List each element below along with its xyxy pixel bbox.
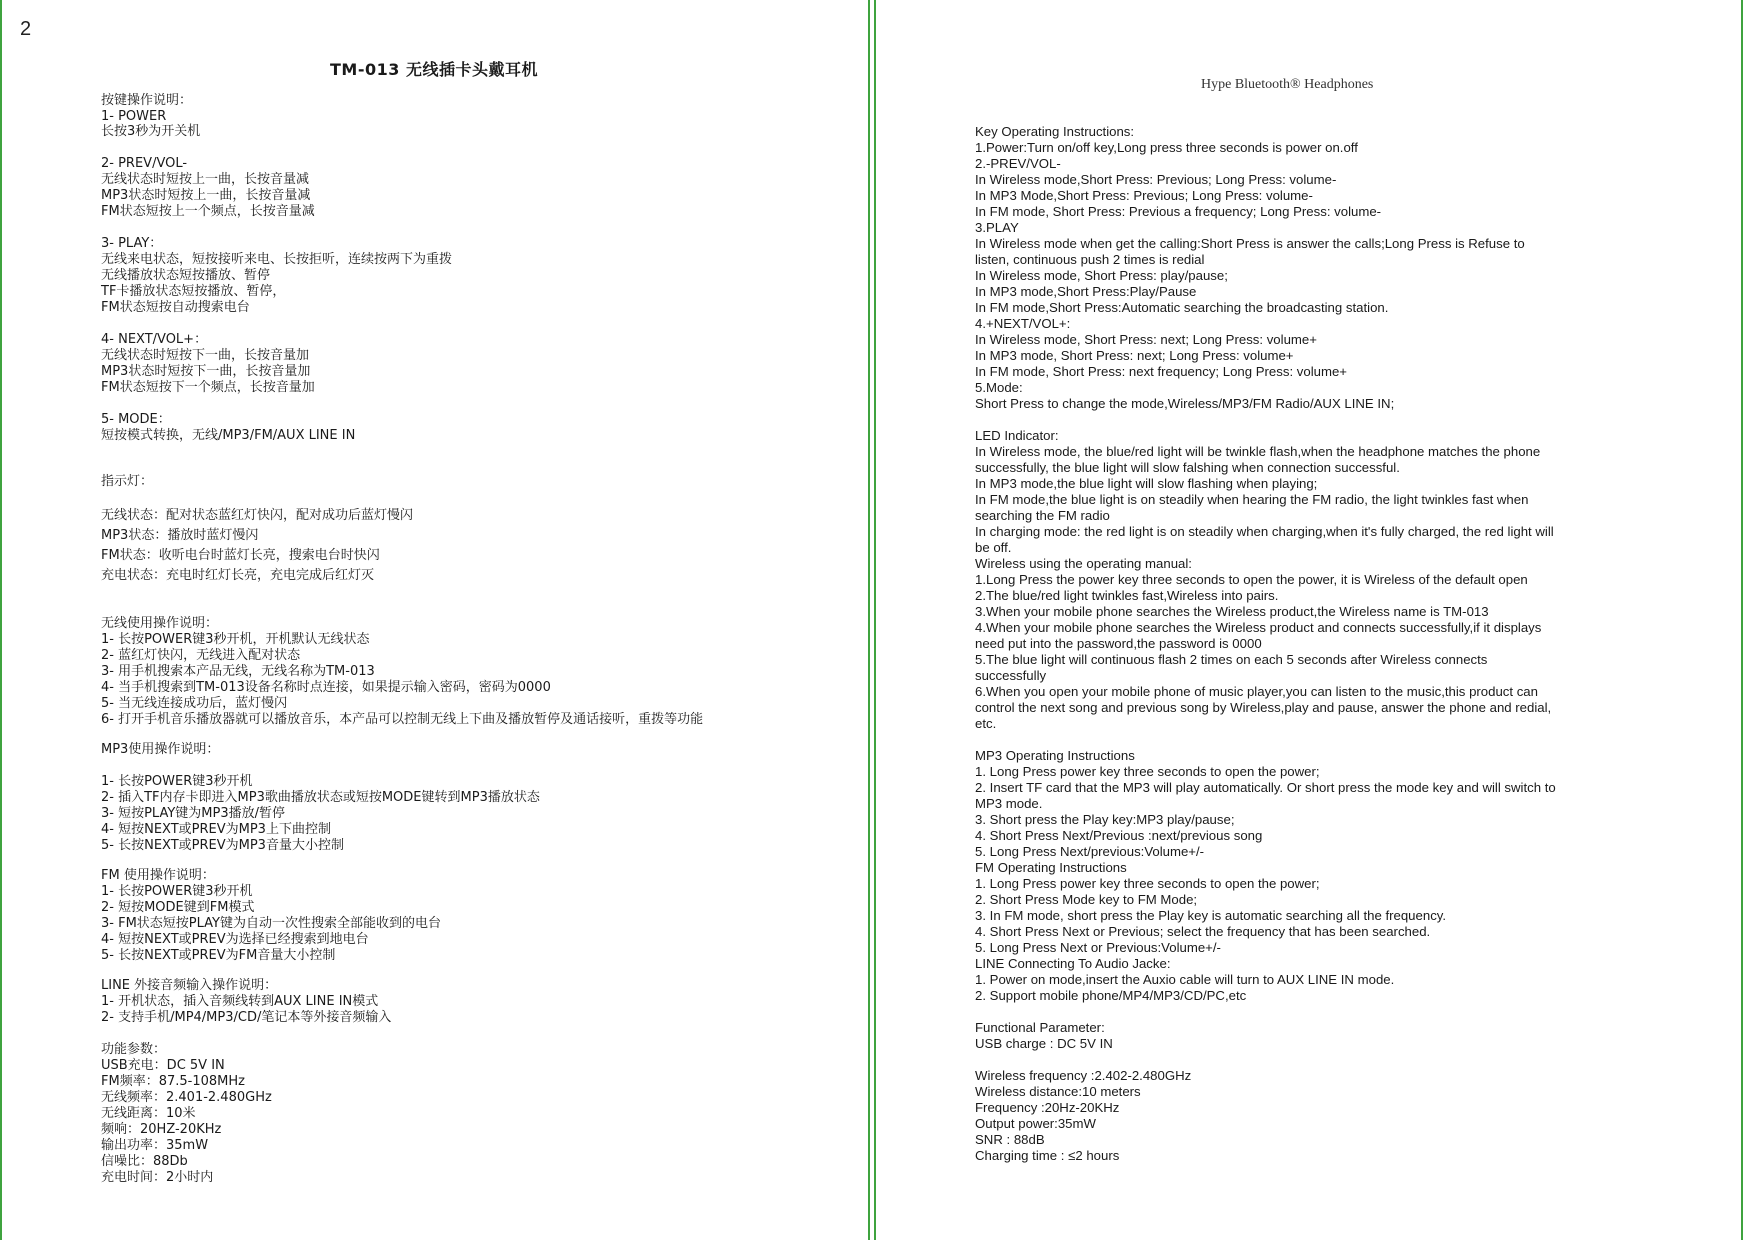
- english-text-line: In Wireless mode when get the calling:Short Press is answer the calls;Long Press is Refuse to: [975, 236, 1525, 251]
- english-text-line: In MP3 Mode,Short Press: Previous; Long Press: volume-: [975, 188, 1313, 203]
- english-text-line: Functional Parameter:: [975, 1020, 1105, 1035]
- chinese-text-line: USB充电：DC 5V IN: [101, 1058, 225, 1073]
- chinese-text-line: FM频率：87.5-108MHz: [101, 1074, 245, 1089]
- english-text-line: MP3 mode.: [975, 796, 1043, 811]
- english-text-line: 3. Short press the Play key:MP3 play/pause;: [975, 812, 1235, 827]
- english-text-line: listen, continuous push 2 times is redial: [975, 252, 1205, 267]
- english-text-line: 4.+NEXT/VOL+:: [975, 316, 1071, 331]
- chinese-manual-title: TM-013 无线插卡头戴耳机: [330, 60, 538, 79]
- chinese-text-line: 无线来电状态，短按接听来电、长按拒听，连续按两下为重拨: [101, 252, 453, 267]
- chinese-text-line: 无线状态时短按下一曲，长按音量加: [101, 348, 310, 363]
- english-text-line: 5. Long Press Next/previous:Volume+/-: [975, 844, 1205, 859]
- chinese-text-line: 短按模式转换，无线/MP3/FM/AUX LINE IN: [101, 428, 356, 443]
- chinese-text-line: 6- 打开手机音乐播放器就可以播放音乐，本产品可以控制无线上下曲及播放暂停及通话接听，重拨等功能: [101, 712, 704, 727]
- english-text-line: LED Indicator:: [975, 428, 1059, 443]
- chinese-text-line: 充电时间：2小时内: [101, 1170, 214, 1185]
- english-text-line: Short Press to change the mode,Wireless/MP3/FM Radio/AUX LINE IN;: [975, 396, 1395, 411]
- english-text-line: Wireless frequency :2.402-2.480GHz: [975, 1068, 1192, 1083]
- english-text-line: 1. Power on mode,insert the Auxio cable will turn to AUX LINE IN mode.: [975, 972, 1395, 987]
- chinese-text-line: LINE 外接音频输入操作说明：: [101, 978, 278, 993]
- english-text-line: control the next song and previous song by Wireless,play and pause, answer the phone and redial,: [975, 700, 1552, 715]
- chinese-text-line: 输出功率：35mW: [101, 1138, 209, 1153]
- chinese-text-line: 2- 蓝红灯快闪，无线进入配对状态: [101, 648, 301, 663]
- english-text-line: 2.-PREV/VOL-: [975, 156, 1061, 171]
- english-text-line: LINE Connecting To Audio Jacke:: [975, 956, 1171, 971]
- english-text-line: 5. Long Press Next or Previous:Volume+/-: [975, 940, 1221, 955]
- english-text-line: In FM mode, Short Press: Previous a frequency; Long Press: volume-: [975, 204, 1382, 219]
- english-manual-title: Hype Bluetooth® Headphones: [1201, 77, 1374, 92]
- english-text-line: 3.When your mobile phone searches the Wireless product,the Wireless name is TM-013: [975, 604, 1489, 619]
- chinese-text-line: 1- 长按POWER键3秒开机: [101, 774, 253, 789]
- chinese-text-line: 信噪比：88Db: [101, 1154, 188, 1169]
- chinese-text-line: 3- PLAY：: [101, 236, 163, 251]
- chinese-text-line: 功能参数：: [101, 1042, 167, 1057]
- chinese-text-line: 无线距离：10米: [101, 1106, 196, 1121]
- chinese-text-line: 1- 长按POWER键3秒开机，开机默认无线状态: [101, 632, 370, 647]
- chinese-text-line: 2- 插入TF内存卡即进入MP3歌曲播放状态或短按MODE键转到MP3播放状态: [101, 790, 540, 805]
- english-text-line: 1.Power:Turn on/off key,Long press three seconds is power on.off: [975, 140, 1358, 155]
- english-text-line: In FM mode,Short Press:Automatic searching the broadcasting station.: [975, 300, 1389, 315]
- english-text-line: Wireless distance:10 meters: [975, 1084, 1141, 1099]
- chinese-text-line: 3- 用手机搜索本产品无线，无线名称为TM-013: [101, 664, 375, 679]
- english-text-line: 4.When your mobile phone searches the Wireless product and connects successfully,if it displays: [975, 620, 1542, 635]
- english-text-line: In Wireless mode, the blue/red light will be twinkle flash,when the headphone matches the phone: [975, 444, 1541, 459]
- chinese-text-line: 4- 短按NEXT或PREV为MP3上下曲控制: [101, 822, 331, 837]
- english-text-line: Output power:35mW: [975, 1116, 1096, 1131]
- english-text-line: In MP3 mode,the blue light will slow flashing when playing;: [975, 476, 1318, 491]
- page-number: 2: [20, 18, 32, 40]
- english-text-line: In FM mode,the blue light is on steadily when hearing the FM radio, the light twinkles fast when: [975, 492, 1529, 507]
- english-text-line: 1. Long Press power key three seconds to open the power;: [975, 876, 1320, 891]
- english-text-line: 4. Short Press Next or Previous; select the frequency that has been searched.: [975, 924, 1431, 939]
- english-text-line: 5.Mode:: [975, 380, 1023, 395]
- chinese-text-line: 无线状态：配对状态蓝红灯快闪，配对成功后蓝灯慢闪: [101, 508, 414, 523]
- english-text-line: 2. Short Press Mode key to FM Mode;: [975, 892, 1198, 907]
- english-text-line: be off.: [975, 540, 1012, 555]
- english-text-line: etc.: [975, 716, 997, 731]
- english-text-line: 4. Short Press Next/Previous :next/previous song: [975, 828, 1263, 843]
- chinese-text-line: MP3使用操作说明：: [101, 742, 220, 757]
- chinese-text-line: 2- 支持手机/MP4/MP3/CD/笔记本等外接音频输入: [101, 1010, 392, 1025]
- english-text-line: In charging mode: the red light is on steadily when charging,when it's fully charged, the red light will: [975, 524, 1554, 539]
- chinese-text-line: 5- 当无线连接成功后，蓝灯慢闪: [101, 696, 288, 711]
- chinese-text-line: 5- 长按NEXT或PREV为MP3音量大小控制: [101, 838, 344, 853]
- english-text-line: Charging time : ≤2 hours: [975, 1148, 1120, 1163]
- english-text-line: FM Operating Instructions: [975, 860, 1127, 875]
- english-text-line: In Wireless mode, Short Press: next; Long Press: volume+: [975, 332, 1317, 347]
- chinese-text-line: 无线状态时短按上一曲，长按音量减: [101, 172, 310, 187]
- chinese-text-line: 1- 长按POWER键3秒开机: [101, 884, 253, 899]
- english-text-line: Wireless using the operating manual:: [975, 556, 1192, 571]
- chinese-text-line: FM状态：收听电台时蓝灯长亮，搜索电台时快闪: [101, 548, 380, 563]
- chinese-text-line: FM状态短按上一个频点，长按音量减: [101, 204, 315, 219]
- english-text-line: In MP3 mode,Short Press:Play/Pause: [975, 284, 1197, 299]
- english-text-line: 1. Long Press power key three seconds to open the power;: [975, 764, 1320, 779]
- english-text-line: successfully, the blue light will slow falshing when connection successful.: [975, 460, 1400, 475]
- chinese-text-line: 无线播放状态短按播放、暂停: [101, 268, 271, 283]
- english-text-line: searching the FM radio: [975, 508, 1110, 523]
- chinese-text-line: 2- PREV/VOL-: [101, 156, 188, 171]
- english-text-line: 2. Support mobile phone/MP4/MP3/CD/PC,etc: [975, 988, 1247, 1003]
- english-text-line: successfully: [975, 668, 1047, 683]
- chinese-text-line: 按键操作说明：: [101, 93, 193, 108]
- english-text-line: 1.Long Press the power key three seconds to open the power, it is Wireless of the default open: [975, 572, 1528, 587]
- chinese-text-line: MP3状态：播放时蓝灯慢闪: [101, 528, 259, 543]
- chinese-text-line: 5- 长按NEXT或PREV为FM音量大小控制: [101, 948, 336, 963]
- english-text-line: MP3 Operating Instructions: [975, 748, 1135, 763]
- english-text-line: 2.The blue/red light twinkles fast,Wireless into pairs.: [975, 588, 1279, 603]
- chinese-text-line: 长按3秒为开关机: [101, 124, 201, 139]
- chinese-text-line: 2- 短按MODE键到FM模式: [101, 900, 255, 915]
- chinese-text-line: 4- 当手机搜索到TM-013设备名称时点连接，如果提示输入密码，密码为0000: [101, 680, 551, 695]
- chinese-text-line: 1- 开机状态，插入音频线转到AUX LINE IN模式: [101, 994, 379, 1009]
- english-text-line: 2. Insert TF card that the MP3 will play automatically. Or short press the mode key and will switch to: [975, 780, 1556, 795]
- chinese-text-line: 频响：20HZ-20KHz: [101, 1122, 222, 1137]
- chinese-text-line: 3- 短按PLAY键为MP3播放/暂停: [101, 806, 286, 821]
- chinese-text-line: MP3状态时短按下一曲，长按音量加: [101, 364, 311, 379]
- english-text-line: 3.PLAY: [975, 220, 1019, 235]
- english-text-line: 6.When you open your mobile phone of music player,you can listen to the music,this product can: [975, 684, 1538, 699]
- chinese-text-line: FM状态短按下一个频点，长按音量加: [101, 380, 315, 395]
- chinese-text-line: MP3状态时短按上一曲，长按音量减: [101, 188, 311, 203]
- chinese-text-line: TF卡播放状态短按播放、暂停，: [101, 284, 286, 299]
- english-text-line: Key Operating Instructions:: [975, 124, 1135, 139]
- english-text-line: USB charge : DC 5V IN: [975, 1036, 1113, 1051]
- english-text-line: In FM mode, Short Press: next frequency; Long Press: volume+: [975, 364, 1347, 379]
- chinese-text-line: 5- MODE：: [101, 412, 171, 427]
- chinese-text-line: FM 使用操作说明：: [101, 868, 215, 883]
- chinese-text-line: 充电状态：充电时红灯长亮，充电完成后红灯灭: [101, 568, 375, 583]
- english-text-line: In Wireless mode, Short Press: play/pause;: [975, 268, 1228, 283]
- chinese-text-line: 4- NEXT/VOL+：: [101, 332, 208, 347]
- chinese-text-line: 无线频率：2.401-2.480GHz: [101, 1090, 272, 1105]
- chinese-text-line: 4- 短按NEXT或PREV为选择已经搜索到地电台: [101, 932, 369, 947]
- chinese-text-line: 无线使用操作说明：: [101, 616, 219, 631]
- chinese-text-line: 3- FM状态短按PLAY键为自动一次性搜索全部能收到的电台: [101, 916, 441, 931]
- english-text-line: 5.The blue light will continuous flash 2 times on each 5 seconds after Wireless connects: [975, 652, 1488, 667]
- chinese-text-line: 指示灯：: [101, 474, 154, 489]
- english-text-line: need put into the password,the password is 0000: [975, 636, 1262, 651]
- chinese-text-line: FM状态短按自动搜索电台: [101, 300, 250, 315]
- english-text-line: In Wireless mode,Short Press: Previous; Long Press: volume-: [975, 172, 1337, 187]
- chinese-text-line: 1- POWER: [101, 109, 167, 124]
- english-text-line: 3. In FM mode, short press the Play key is automatic searching all the frequency.: [975, 908, 1447, 923]
- english-text-line: SNR : 88dB: [975, 1132, 1045, 1147]
- english-text-line: Frequency :20Hz-20KHz: [975, 1100, 1120, 1115]
- english-text-line: In MP3 mode, Short Press: next; Long Press: volume+: [975, 348, 1294, 363]
